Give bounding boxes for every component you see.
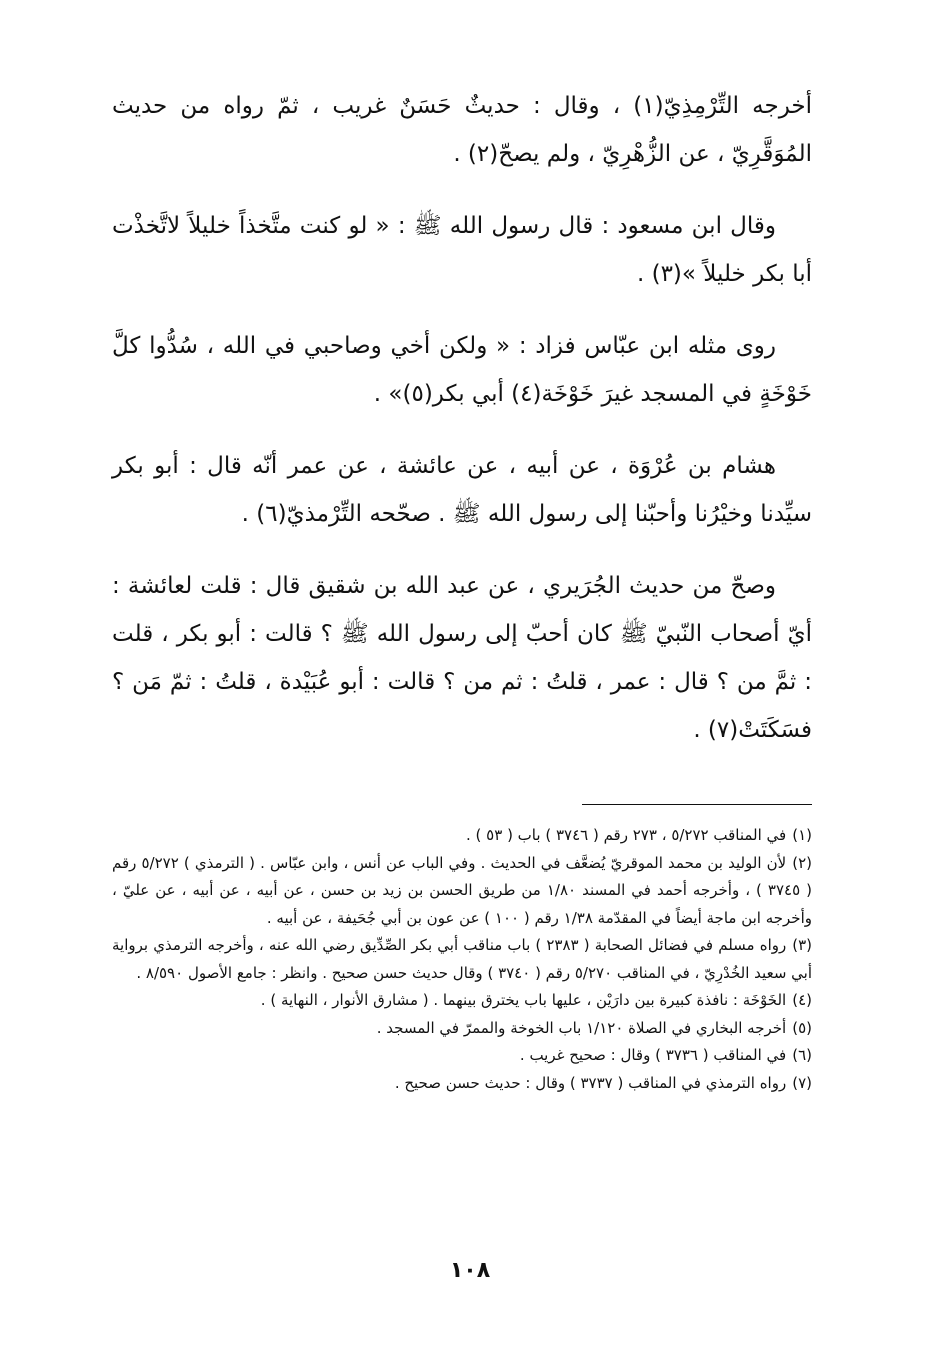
footnote-6 <box>112 1042 812 1070</box>
footnote-text: رواه مسلم في فضائل الصحابة ( ٢٣٨٣ ) باب مناقب أبي بكر الصِّدِّيق رضي الله عنه ، وأخرجه الترمذي برواية أبي سعيد الخُدْرِيّ ، في المناقب ٥/٢٧٠ رقم ( ٣٧٤٠ ) وقال حديث حسن صحيح . وانظر : جامع الأصول ٨/٥٩٠ . <box>112 936 812 982</box>
paragraph-4: هشام بن عُرْوَة ، عن أبيه ، عن عائشة ، عن عمر أنّه قال : أبو بكر سيِّدنا وخيْرُنا وأحبّنا إلى رسول الله ﷺ . صحّحه التِّرْمذيّ(٦) . <box>112 453 812 527</box>
footnote-text: رواه الترمذي في المناقب ( ٣٧٣٧ ) وقال : حديث حسن صحيح . <box>394 1073 787 1092</box>
footnote-divider <box>582 804 812 805</box>
footnote-number: (٦) <box>792 1046 812 1064</box>
footnote-text: لأن الوليد بن محمد الموقريّ يُضعَّف في الحديث . وفي الباب عن أنس ، وابن عبّاس . ( الترمذي ) ٥/٢٧٢ رقم ( ٣٧٤٥ ) ، وأخرجه أحمد في المسند ١/٨٠ من طريق الحسن بن زيد بن حسن ، عن أبيه ، عن أبيه ، عن عليّ ، وأخرجه ابن ماجة أيضاً في المقدّمة ١/٣٨ رقم ( ١٠٠ ) عن عون بن أبي جُحَيفة ، عن أبيه . <box>112 853 812 927</box>
footnote-text: أخرجه البخاري في الصلاة ١/١٢٠ باب الخوخة والممرّ في المسجد . <box>376 1018 787 1037</box>
footnote-number: (٧) <box>792 1073 812 1092</box>
footnote-3 <box>112 932 812 987</box>
footnote-number: (٢) <box>792 853 812 872</box>
page-number: ١٠٨ <box>449 1258 491 1283</box>
paragraph-2: وقال ابن مسعود : قال رسول الله ﷺ : « لو كنت متَّخذاً خليلاً لاتَّخذْت أبا بكر خليلاً »(٣) . <box>112 213 812 287</box>
footnote-1 <box>112 822 812 850</box>
footnote-2 <box>112 850 812 933</box>
footnote-text: في المناقب ( ٣٧٣٦ ) وقال : صحيح غريب . <box>519 1046 787 1064</box>
footnote-number: (٥) <box>792 1018 812 1037</box>
footnote-number: (٤) <box>792 991 812 1009</box>
paragraph-3: روى مثله ابن عبّاس فزاد : « ولكن أخي وصاحبي في الله ، سُدُّوا كلَّ خَوْخَةٍ في المسجد غيرَ خَوْخَة(٤) أبي بكر(٥)» . <box>112 333 812 407</box>
footnote-text: الخَوْخَة : نافذة كبيرة بين دارَيْن ، عليها باب يخترق بينهما . ( مشارق الأنوار ، النهاية ) . <box>260 991 787 1009</box>
footnotes-section <box>112 822 812 1097</box>
paragraph-5: وصحّ من حديث الجُرَيري ، عن عبد الله بن شقيق قال : قلت لعائشة : أيّ أصحاب النّبيّ ﷺ كان أحبّ إلى رسول الله ﷺ ؟ قالت : أبو بكر ، قلت : ثمَّ من ؟ قال : عمر ، قلتُ : ثم من ؟ قالت : أبو عُبَيْدة ، قلتُ : ثمّ مَن ؟ فسَكَتَتْ(٧) . <box>112 573 812 743</box>
footnote-text: في المناقب ٥/٢٧٢ ، ٢٧٣ رقم ( ٣٧٤٦ ) باب ( ٥٣ ) . <box>466 826 787 844</box>
footnote-number: (٣) <box>792 936 813 954</box>
footnote-5 <box>112 1015 812 1043</box>
paragraph-1: أخرجه التِّرْمِذِيّ(١) ، وقال : حديثٌ حَسَنٌ غريب ، ثمّ رواه من حديث المُوَقَّرِيّ ، عن الزُّهْرِيّ ، ولم يصحّ(٢) . <box>112 93 812 167</box>
footnote-number: (١) <box>792 826 812 844</box>
footnote-4 <box>112 987 812 1015</box>
main-text-body <box>112 82 812 778</box>
footnote-7 <box>112 1070 812 1098</box>
